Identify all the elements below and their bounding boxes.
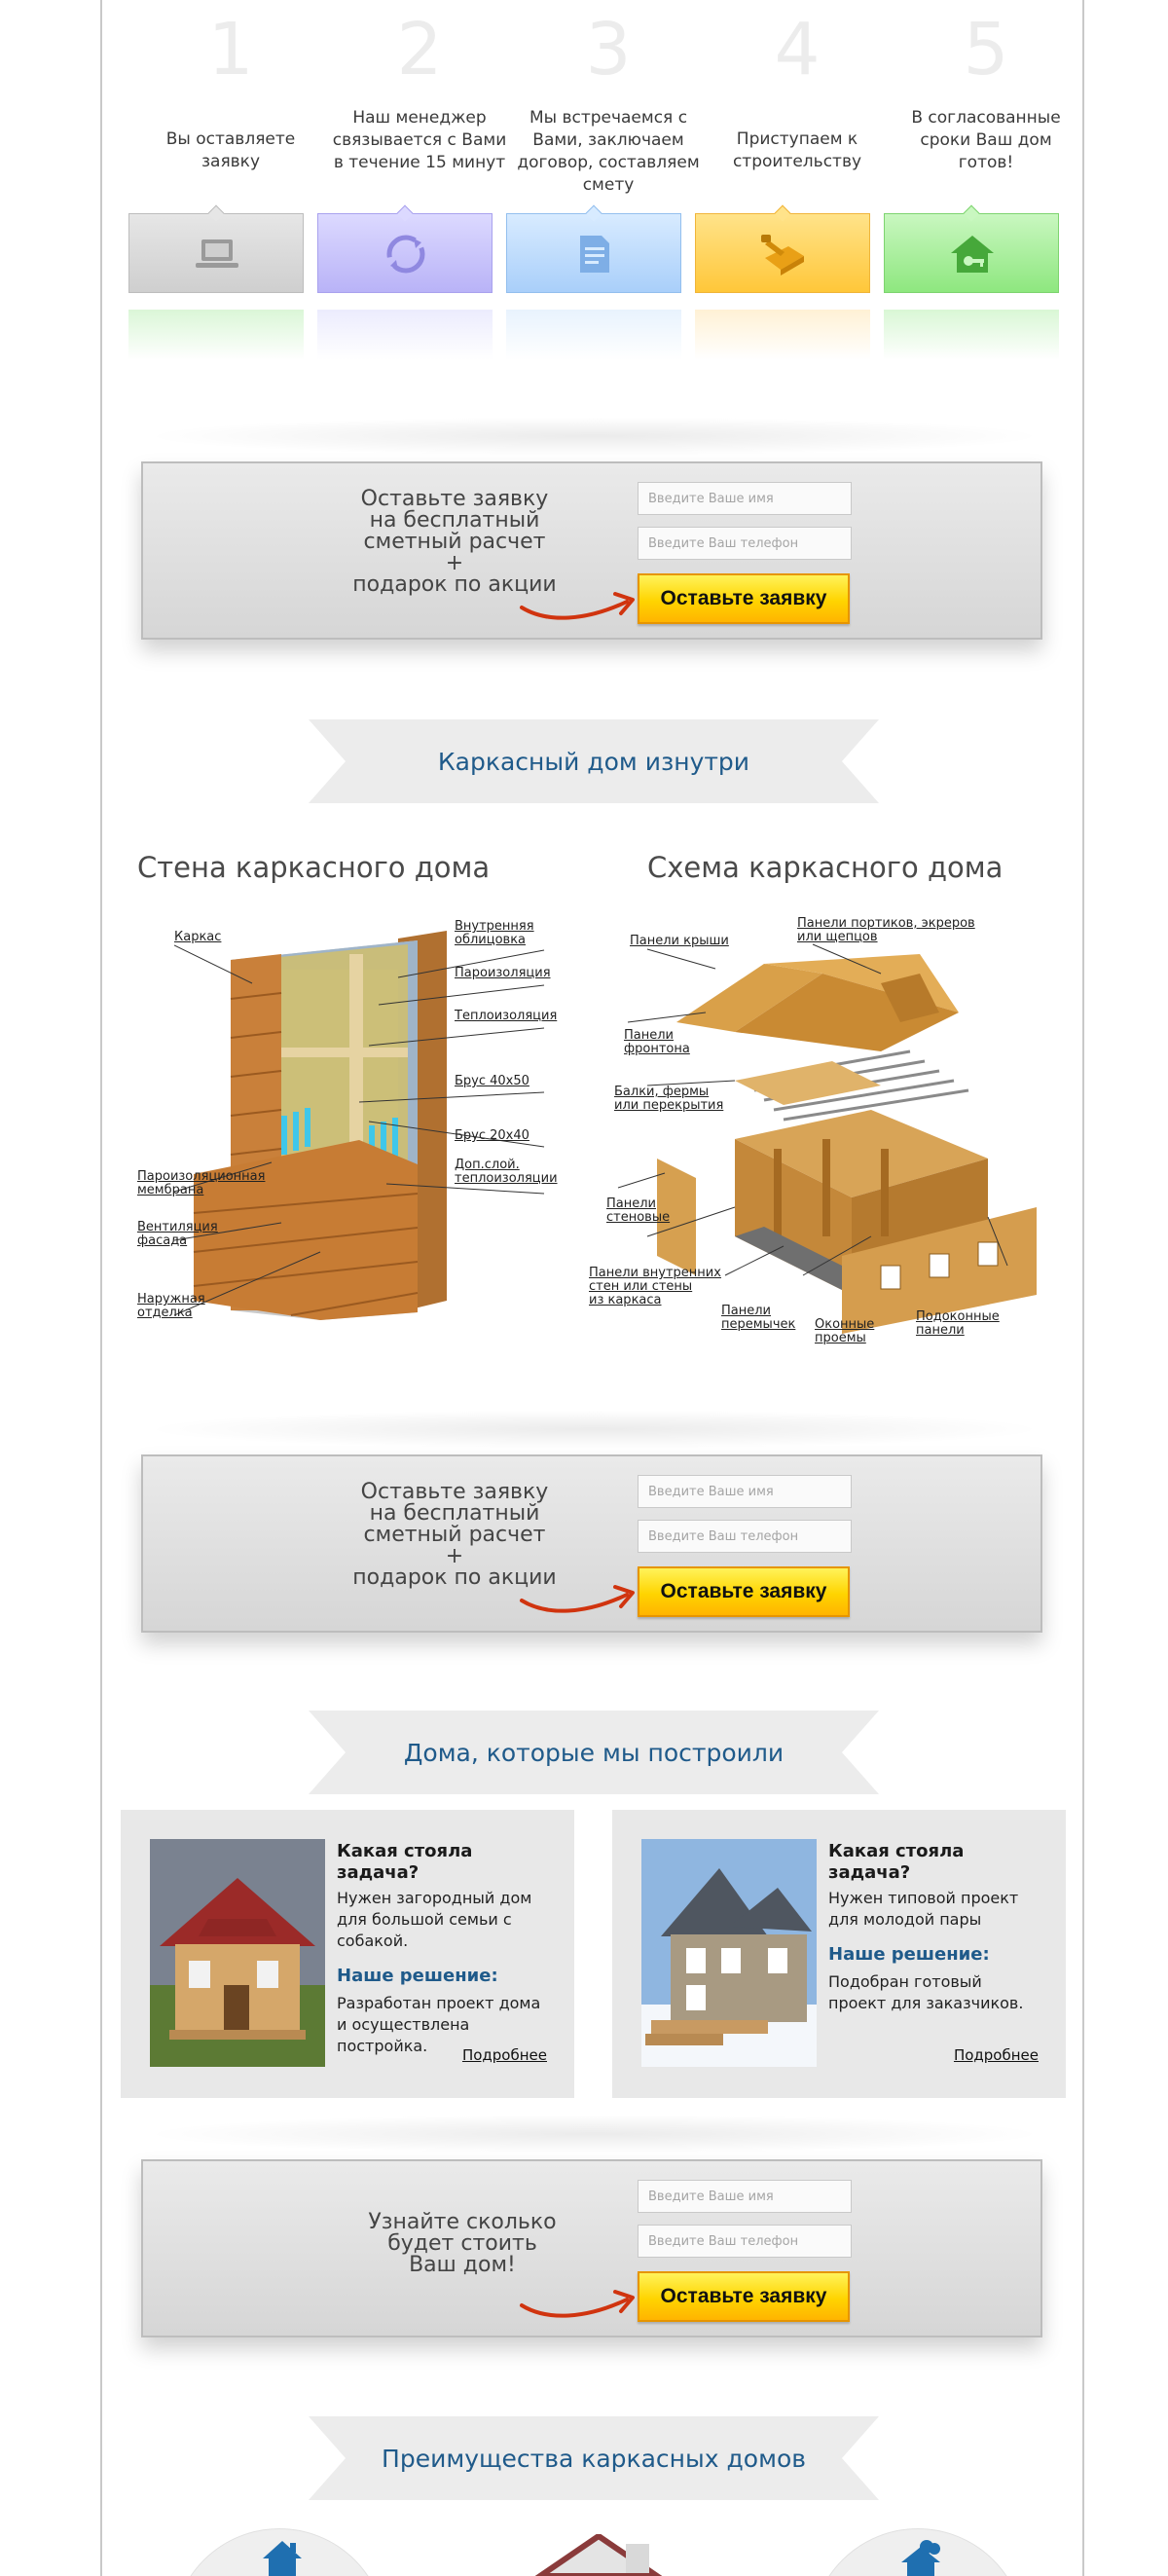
case-question: Какая стояла задача? [828,1841,965,1883]
step-number: 2 [396,8,443,92]
phone-input[interactable] [638,2225,852,2258]
lead-form [141,2159,1042,2337]
arrow-icon [518,588,637,627]
step-reflection [884,310,1059,360]
scheme-label: Панели крыши [630,934,729,948]
section-banner [309,2416,879,2500]
wall-title: Стена каркасного дома [137,851,491,884]
advantage-circle [811,2528,1025,2576]
section-title: Преимущества каркасных домов [382,2444,806,2473]
case-solution: Разработан проект дома и осуществлена постройка. [337,1994,541,2055]
scheme-label: Подоконные панели [916,1309,1000,1338]
house-photo [641,1839,817,2067]
step-text: В согласованные сроки Ваш дом готов! [911,108,1061,172]
case-card [612,1810,1066,2098]
more-link[interactable]: Подробнее [461,2046,547,2064]
panel-shadow [141,417,1047,456]
step-box [884,213,1059,293]
wall-label: Вентиляция фасада [137,1220,218,1248]
wall-label: Доп.слой. теплоизоляции [455,1158,558,1186]
phone-input[interactable] [638,527,852,560]
submit-button[interactable]: Оставьте заявку [638,1566,850,1617]
case-task: Нужен загородный дом для большой семьи с собакой. [337,1889,532,1950]
scheme-label: Панели портиков, экреров или щепцов [797,916,975,944]
step-box [506,213,681,293]
scheme-label: Панели перемычек [721,1304,796,1332]
phone-input[interactable] [638,1520,852,1553]
name-input[interactable] [638,482,852,515]
document-icon [569,229,620,279]
arrow-icon [518,2286,637,2325]
step-box [317,213,493,293]
submit-button[interactable]: Оставьте заявку [638,2271,850,2322]
wall-label: Брус 40х50 [455,1074,529,1088]
house-icon [261,2539,304,2576]
panel-shadow [141,1410,1047,1449]
case-solution: Подобран готовый проект для заказчиков. [828,1972,1024,2012]
step-reflection [128,310,304,360]
section-banner [309,1711,879,1794]
form-offer-text: Оставьте заявку на бесплатный сметный расчет + подарок по акции [352,1480,557,1590]
step-reflection [695,310,870,360]
step-number: 3 [585,8,632,92]
lead-form [141,461,1042,640]
step-reflection [317,310,493,360]
step-number: 5 [963,8,1009,92]
form-offer-text: Оставьте заявку на бесплатный сметный расчет + подарок по акции [352,487,557,597]
scheme-label: Панели стеновые [606,1196,671,1225]
step-reflection [506,310,681,360]
section-title: Каркасный дом изнутри [437,747,750,776]
house-photo [150,1839,325,2067]
scheme-label: Панели внутренних стен или стены из каркаса [589,1266,721,1307]
laptop-icon [192,229,242,279]
wall-label: Наружная отделка [137,1292,205,1320]
trowel-brick-icon [758,229,809,279]
house-key-icon [947,229,998,279]
case-solution-title: Наше решение: [828,1944,990,1965]
case-solution-title: Наше решение: [337,1966,498,1986]
wall-label: Теплоизоляция [455,1009,558,1023]
house-cloud-icon [897,2539,944,2576]
section-banner [309,719,879,803]
scheme-label: Оконные проемы [815,1317,875,1345]
more-link[interactable]: Подробнее [953,2046,1039,2064]
wall-label: Брус 20х40 [455,1128,529,1143]
wall-label: Каркас [174,930,222,944]
step-text: Вы оставляете заявку [165,129,296,171]
section-title: Дома, которые мы построили [403,1738,785,1767]
step-number: 4 [774,8,821,92]
submit-button[interactable]: Оставьте заявку [638,573,850,624]
case-card [121,1810,574,2098]
wall-label: Пароизоляционная мембрана [137,1169,266,1197]
name-input[interactable] [638,2180,852,2213]
step-box [128,213,304,293]
house-roof-icon [530,2534,667,2576]
panel-shadow [141,2115,1047,2153]
step-text: Приступаем к строительству [732,129,862,171]
step-text: Наш менеджер связывается с Вами в течение 15 минут [332,108,507,172]
scheme-label: Балки, фермы или перекрытия [614,1085,724,1113]
refresh-icon [381,229,431,279]
name-input[interactable] [638,1475,852,1508]
step-box [695,213,870,293]
step-text: Мы встречаемся с Вами, заключаем договор, составляем смету [517,108,700,195]
case-task: Нужен типовой проект для молодой пары [828,1889,1019,1929]
arrow-icon [518,1581,637,1620]
advantage-circle [172,2528,386,2576]
wall-diagram [174,931,554,1320]
form-offer-text: Узнайте сколько будет стоить Ваш дом! [368,2210,557,2277]
scheme-label: Панели фронтона [624,1028,690,1056]
page-container [100,0,1084,2576]
wall-label: Пароизоляция [455,966,551,980]
scheme-title: Схема каркасного дома [647,851,1004,884]
case-question: Какая стояла задача? [337,1841,473,1883]
lead-form [141,1454,1042,1633]
wall-label: Внутренняя облицовка [455,919,534,947]
step-number: 1 [207,8,254,92]
